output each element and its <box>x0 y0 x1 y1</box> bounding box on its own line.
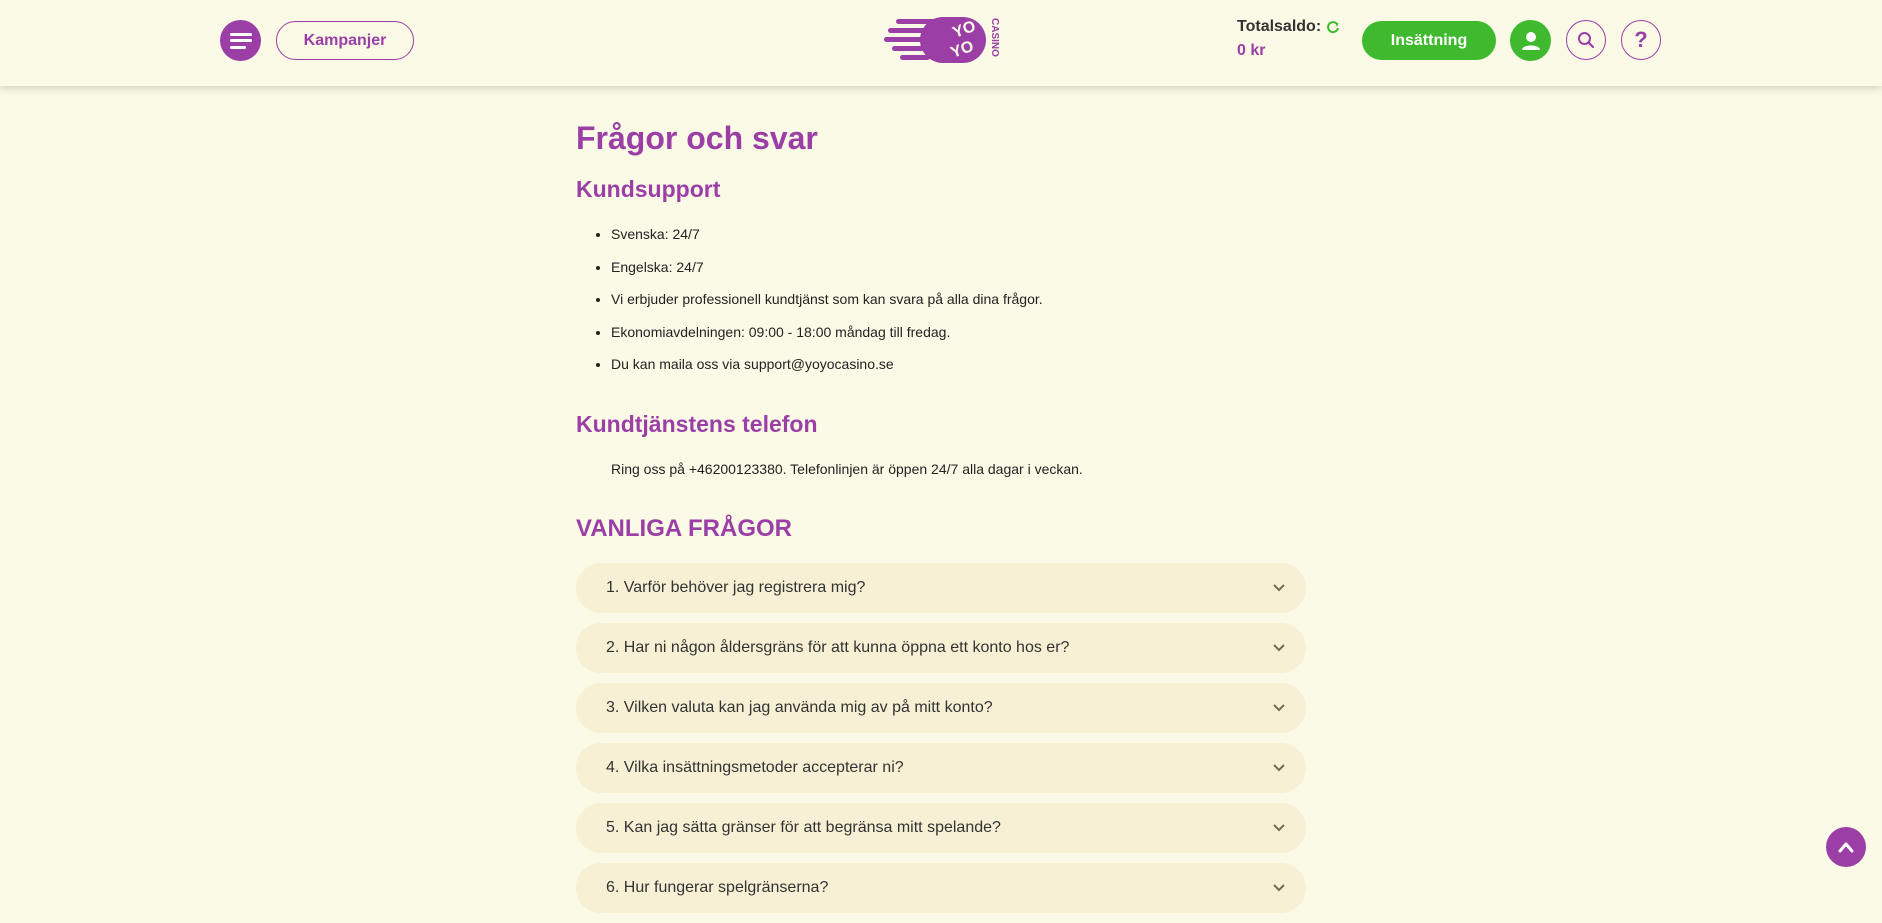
menu-button[interactable] <box>220 20 261 61</box>
balance-widget <box>1237 18 1340 60</box>
user-icon <box>1519 29 1543 53</box>
chevron-down-icon <box>1272 821 1286 835</box>
chevron-down-icon <box>1272 641 1286 655</box>
faq-question: 2. Har ni någon åldersgräns för att kunna öppna ett konto hos er? <box>606 639 1070 656</box>
support-info-item: • Ekonomiavdelningen: 09:00 - 18:00 måndag till fredag. <box>611 316 1043 349</box>
faq-question: 5. Kan jag sätta gränser för att begränsa mitt spelande? <box>606 819 1001 836</box>
faq-accordion <box>576 563 1306 923</box>
balance-label: Totalsaldo: <box>1237 18 1322 35</box>
help-button[interactable] <box>1621 20 1661 60</box>
campaigns-button[interactable]: Kampanjer <box>276 21 414 60</box>
faq-page-content <box>576 116 1306 896</box>
account-button[interactable] <box>1510 20 1551 61</box>
chevron-down-icon <box>1272 881 1286 895</box>
faq-question: 3. Vilken valuta kan jag använda mig av på mitt konto? <box>606 699 993 716</box>
scroll-to-top-button[interactable] <box>1826 827 1866 867</box>
refresh-icon[interactable] <box>1326 20 1340 34</box>
support-info-item: • Svenska: 24/7 <box>611 218 1043 251</box>
chevron-down-icon <box>1272 581 1286 595</box>
chevron-up-icon <box>1838 841 1854 853</box>
search-button[interactable] <box>1566 20 1606 60</box>
menu-icon <box>230 33 252 49</box>
help-icon: ? <box>1634 27 1648 52</box>
balance-value: 0 kr <box>1237 42 1266 59</box>
faq-item[interactable] <box>576 623 1306 673</box>
support-info-item: • Vi erbjuder professionell kundtjänst som kan svara på alla dina frågor. <box>611 283 1043 316</box>
faq-item[interactable] <box>576 803 1306 853</box>
faq-question: 6. Hur fungerar spelgränserna? <box>606 879 829 896</box>
yoyo-casino-logo[interactable] <box>884 14 1000 68</box>
support-info-item: • Du kan maila oss via support@yoyocasino.se <box>611 348 1043 381</box>
faq-section-title: VANLIGA FRÅGOR <box>576 515 792 542</box>
search-icon <box>1577 31 1595 49</box>
faq-question: 4. Vilka insättningsmetoder accepterar ni? <box>606 759 904 776</box>
page-title: Frågor och svar <box>576 120 818 156</box>
logo-casino-text: CASINO <box>989 18 1000 57</box>
logo-yo-bottom: YO <box>948 37 977 62</box>
logo-yo-top: YO <box>950 17 979 42</box>
faq-item[interactable] <box>576 743 1306 793</box>
faq-item[interactable] <box>576 683 1306 733</box>
support-info-item: • Engelska: 24/7 <box>611 251 1043 284</box>
chevron-down-icon <box>1272 701 1286 715</box>
chevron-down-icon <box>1272 761 1286 775</box>
faq-question: 1. Varför behöver jag registrera mig? <box>606 579 866 596</box>
support-info-list <box>576 218 1043 381</box>
site-header <box>0 0 1882 86</box>
faq-item[interactable] <box>576 563 1306 613</box>
phone-text: Ring oss på +46200123380. Telefonlinjen är öppen 24/7 alla dagar i veckan. <box>611 461 1083 477</box>
phone-section-title: Kundtjänstens telefon <box>576 411 818 437</box>
faq-item[interactable] <box>576 863 1306 913</box>
deposit-button[interactable]: Insättning <box>1362 21 1496 60</box>
support-section-title: Kundsupport <box>576 176 721 202</box>
